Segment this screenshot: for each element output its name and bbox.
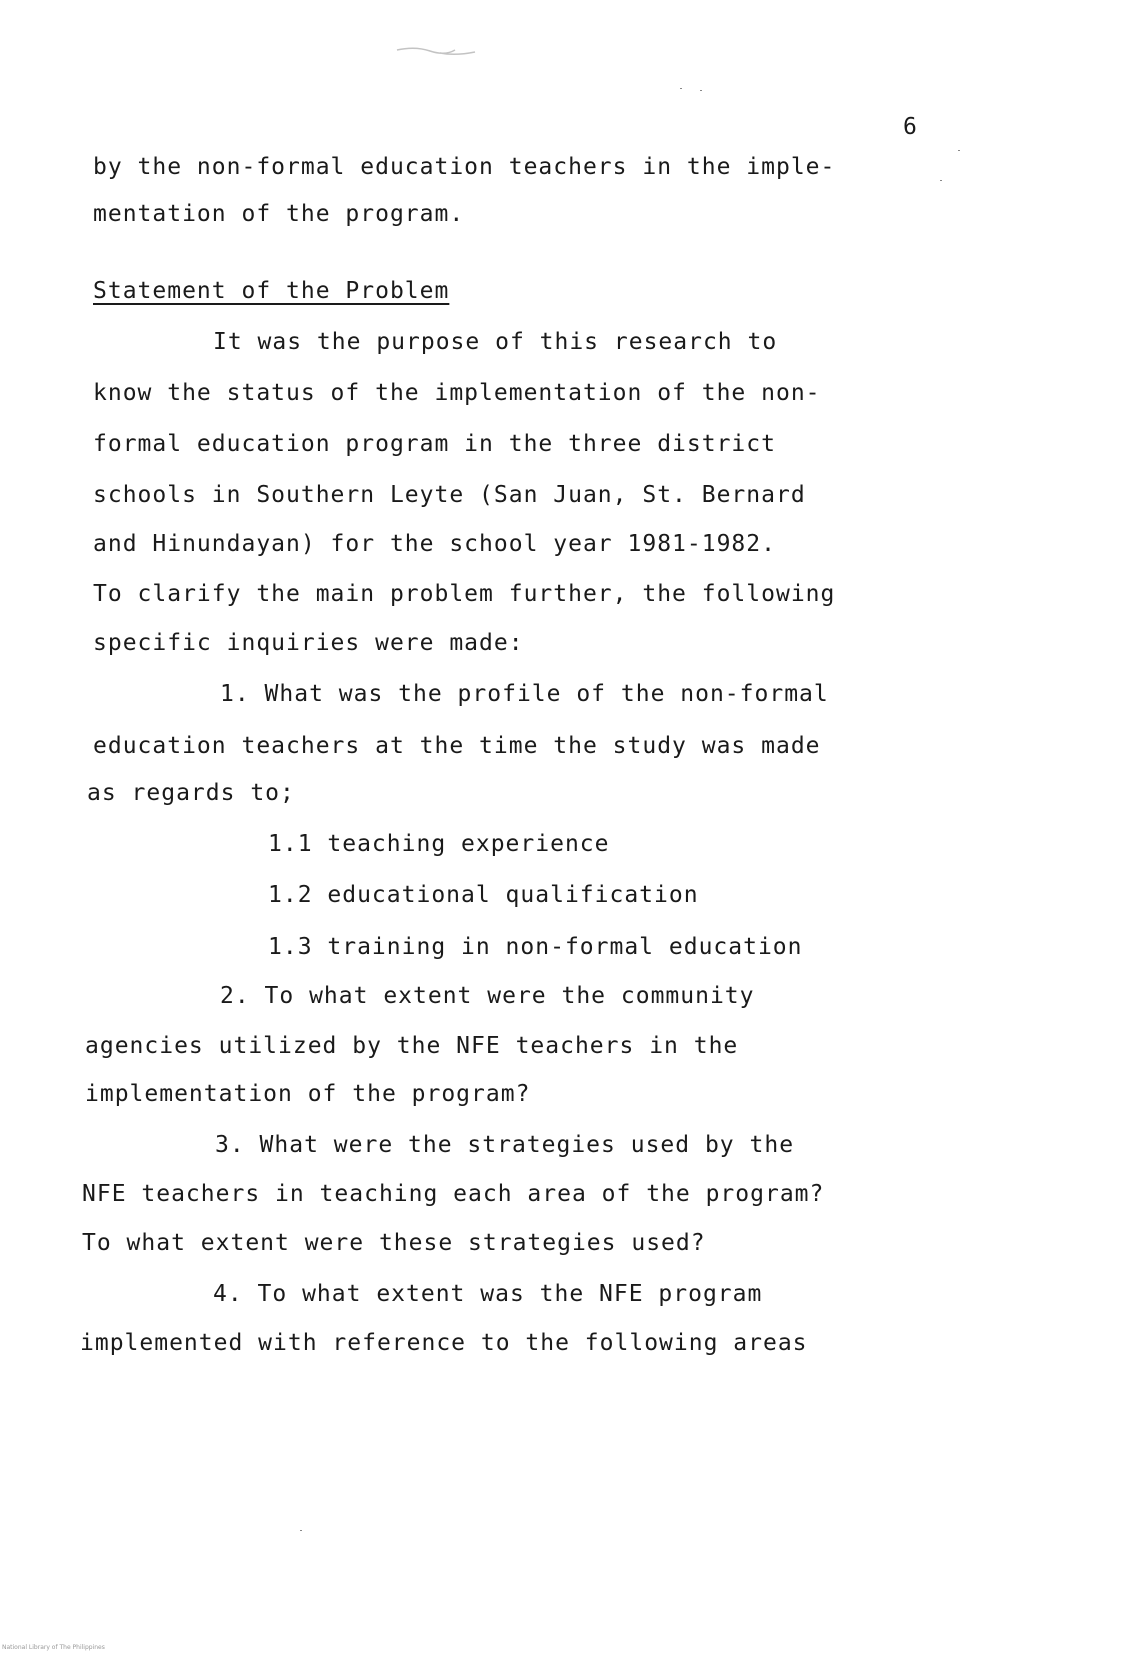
text-line: To what extent were these strategies used?	[82, 1230, 706, 1256]
list-item-4: 4. To what extent was the NFE program	[213, 1281, 763, 1307]
page-number: 6	[903, 114, 918, 140]
sub-item-1-2: 1.2 educational qualification	[268, 882, 699, 908]
scan-speck	[958, 150, 960, 151]
section-heading: Statement of the Problem	[93, 278, 450, 304]
text-line: and Hinundayan) for the school year 1981-1982.	[93, 531, 776, 557]
sub-item-1-1: 1.1 teaching experience	[268, 831, 610, 857]
text-line: schools in Southern Leyte (San Juan, St. Bernard	[93, 482, 806, 508]
scan-speck	[300, 1530, 302, 1531]
list-item-3: 3. What were the strategies used by the	[215, 1132, 795, 1158]
scan-speck	[680, 88, 682, 89]
text-line: education teachers at the time the study was made	[93, 733, 821, 759]
text-line: mentation of the program.	[93, 201, 465, 227]
text-line: agencies utilized by the NFE teachers in the	[85, 1033, 739, 1059]
scan-speck	[700, 90, 702, 91]
text-line: know the status of the implementation of the non-	[93, 380, 821, 406]
list-item-2: 2. To what extent were the community	[220, 983, 755, 1009]
text-line: It was the purpose of this research to	[213, 329, 778, 355]
text-line: by the non-formal education teachers in the imple-	[93, 154, 836, 180]
text-line: implemented with reference to the following areas	[80, 1330, 808, 1356]
text-line: To clarify the main problem further, the following	[93, 581, 836, 607]
footer-watermark: National Library of The Philippines	[2, 1644, 105, 1651]
text-line: NFE teachers in teaching each area of the program?	[82, 1181, 825, 1207]
list-item-1: 1. What was the profile of the non-formal	[220, 681, 829, 707]
sub-item-1-3: 1.3 training in non-formal education	[268, 934, 803, 960]
text-line: formal education program in the three district	[93, 431, 776, 457]
text-line: specific inquiries were made:	[93, 630, 524, 656]
text-line: implementation of the program?	[85, 1081, 531, 1107]
scan-smudge	[395, 44, 485, 58]
scan-speck	[940, 180, 942, 181]
text-line: as regards to;	[87, 780, 295, 806]
